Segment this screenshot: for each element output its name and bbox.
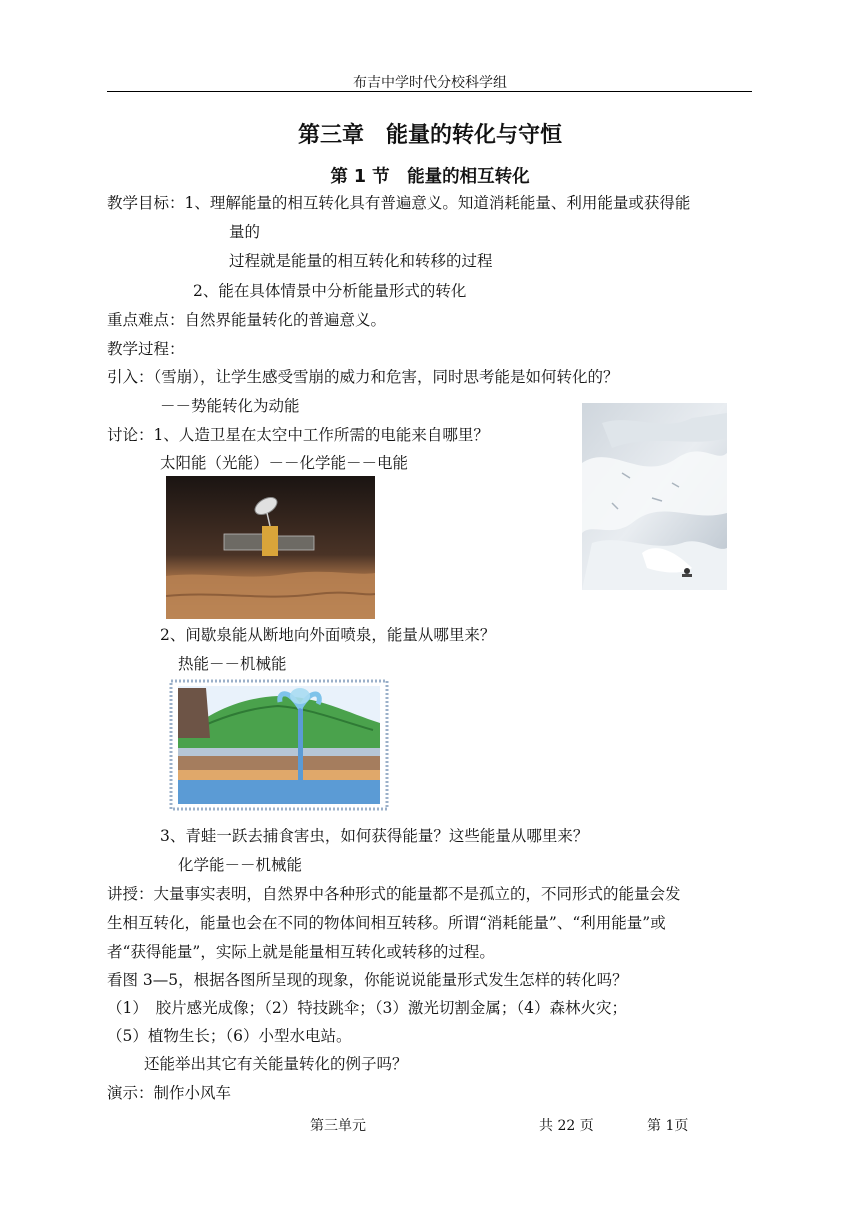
objectives-line1: 教学目标：1、理解能量的相互转化具有普遍意义。知道消耗能量、利用能量或获得能 <box>107 194 691 212</box>
lecture-line3: 者“获得能量”，实际上就是能量相互转化或转移的过程。 <box>107 943 495 961</box>
chapter-title: 第三章 能量的转化与守恒 <box>297 123 562 148</box>
intro-answer: －－势能转化为动能 <box>160 397 300 415</box>
discussion-a2: 热能－－机械能 <box>178 655 287 673</box>
figure-question-line2: （1） 胶片感光成像；（2）特技跳伞；（3）激光切割金属；（4）森林火灾； <box>107 999 627 1017</box>
page-header: 布吉中学时代分校科学组 <box>353 75 507 91</box>
section-title: 第 1 节 能量的相互转化 <box>330 167 530 187</box>
footer-unit: 第三单元 <box>310 1118 366 1134</box>
lecture-line1: 讲授：大量事实表明，自然界中各种形式的能量都不是孤立的，不同形式的能量会发 <box>107 885 681 903</box>
header-rule <box>107 91 752 92</box>
objectives-line1-cont2: 过程就是能量的相互转化和转移的过程 <box>229 252 493 270</box>
satellite-photo <box>166 476 375 619</box>
figure-question-line1: 看图 3—5，根据各图所呈现的现象，你能说说能量形式发生怎样的转化吗？ <box>107 971 628 989</box>
avalanche-photo <box>582 403 727 590</box>
figure-question-line4: 还能举出其它有关能量转化的例子吗？ <box>144 1055 408 1073</box>
demo-line: 演示：制作小风车 <box>107 1084 232 1102</box>
discussion-q1: 讨论：1、人造卫星在太空中工作所需的电能来自哪里？ <box>107 426 489 444</box>
geyser-diagram <box>168 678 390 812</box>
objectives-line1-cont: 量的 <box>229 223 261 241</box>
footer-total-pages: 共 22 页 <box>539 1118 594 1134</box>
lecture-line2: 生相互转化，能量也会在不同的物体间相互转移。所谓“消耗能量”、“利用能量”或 <box>107 914 666 932</box>
discussion-q2: 2、间歇泉能从断地向外面喷泉，能量从哪里来？ <box>160 626 496 644</box>
key-point: 重点难点：自然界能量转化的普遍意义。 <box>107 311 387 329</box>
figure-question-line3: （5）植物生长；（6）小型水电站。 <box>107 1027 352 1045</box>
discussion-a1: 太阳能（光能）－－化学能－－电能 <box>160 454 409 472</box>
intro-line: 引入：（雪崩），让学生感受雪崩的威力和危害，同时思考能是如何转化的？ <box>107 368 619 386</box>
discussion-q3: 3、青蛙一跃去捕食害虫，如何获得能量？这些能量从哪里来？ <box>160 827 589 845</box>
discussion-a3: 化学能－－机械能 <box>178 856 303 874</box>
footer-page-number: 第 1页 <box>647 1118 689 1134</box>
process-label: 教学过程： <box>107 340 185 358</box>
objectives-line2: 2、能在具体情景中分析能量形式的转化 <box>193 282 467 300</box>
